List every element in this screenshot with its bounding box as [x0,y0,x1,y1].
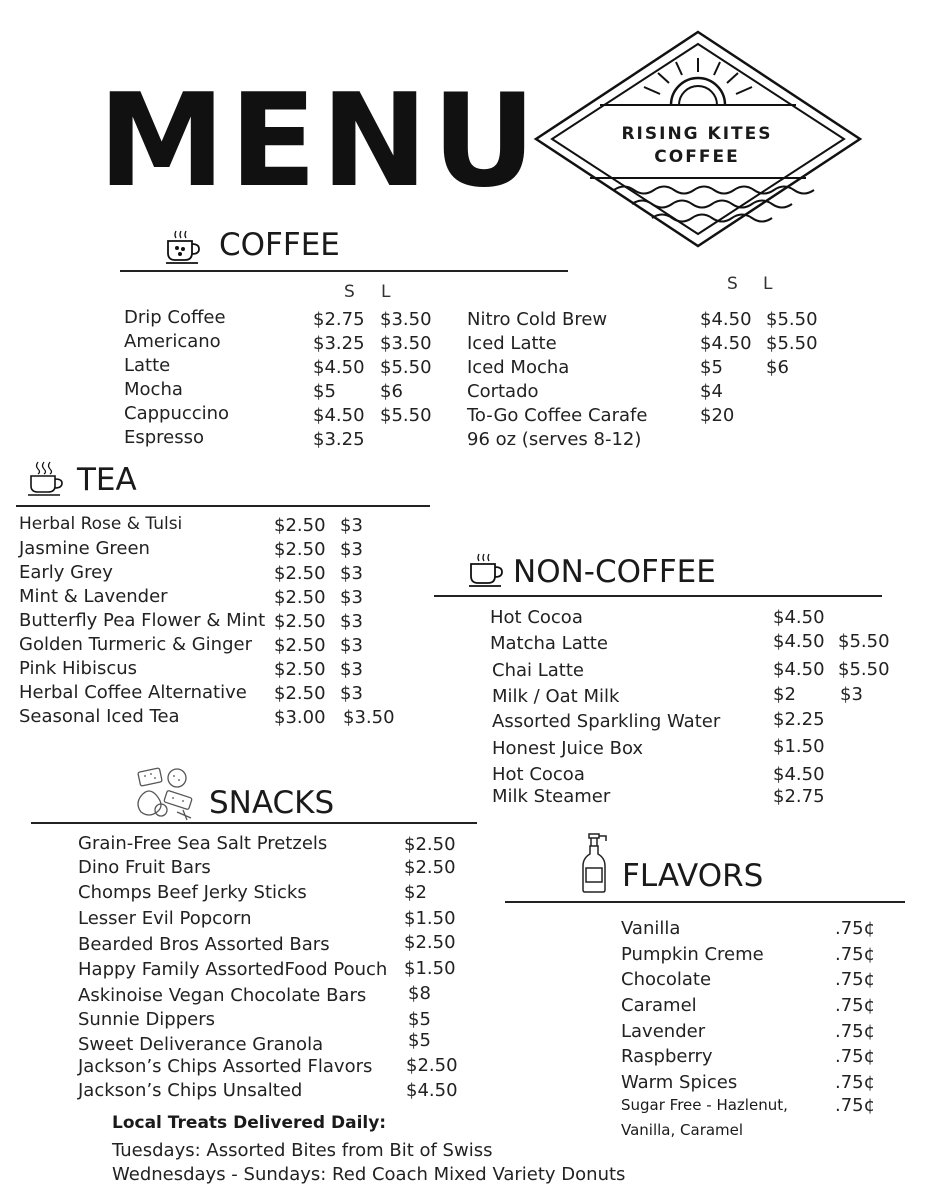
menu-item-name: To-Go Coffee Carafe [467,405,648,426]
menu-item-price-l: $3 [340,683,363,704]
menu-item-price: .75¢ [835,1072,876,1093]
menu-item-price: $1.50 [404,958,456,979]
menu-item-name: Cappuccino [124,403,230,424]
menu-item-name: Sunnie Dippers [78,1009,216,1030]
menu-item-name: Hot Cocoa [490,607,583,628]
non-coffee-heading: NON-COFFEE [513,554,716,590]
menu-item-name: Latte [124,355,171,376]
menu-item-name: Grain-Free Sea Salt Pretzels [78,833,328,854]
menu-item-price-s: $4.50 [313,405,365,426]
menu-item-name: Pink Hibiscus [19,658,138,679]
menu-item-price: $2 [404,882,427,903]
menu-item-name: Golden Turmeric & Ginger [19,634,252,655]
menu-item-price-l: $3 [340,515,363,536]
menu-item-name: Espresso [124,427,205,448]
tea-cup-icon [28,459,66,497]
snacks-divider [31,822,477,824]
menu-item-name: Raspberry [621,1046,713,1067]
menu-item-name: Matcha Latte [490,633,608,654]
snacks-icon [133,766,199,822]
menu-item-price-s: $4.50 [773,607,825,628]
menu-item-price: .75¢ [835,944,876,965]
menu-item-price-s: $4.50 [700,333,752,354]
coffee-size-l-header-right: L [763,274,773,294]
mug-icon [469,552,507,588]
menu-item-price-l: $6 [766,357,789,378]
page-title: MENU [98,67,540,216]
menu-item-price: $8 [408,983,431,1004]
menu-item-price: .75¢ [835,1095,876,1116]
menu-item-price-s: $2.50 [274,587,326,608]
local-treats-heading: Local Treats Delivered Daily: [112,1113,387,1133]
flavors-divider [505,901,905,903]
menu-item-price-s: $4.50 [773,631,825,652]
menu-item-price: .75¢ [835,918,876,939]
menu-item-price-s: $1.50 [773,736,825,757]
menu-item-price-l: $5.50 [766,333,818,354]
menu-item-price-s: $2.75 [773,786,825,807]
menu-item-price-s: $2.50 [274,659,326,680]
menu-item-price-s: $2.50 [274,611,326,632]
menu-item-price-l: $3 [340,659,363,680]
menu-item-price-s: $2.50 [274,539,326,560]
local-treats-line: Wednesdays - Sundays: Red Coach Mixed Variety Donuts [112,1164,626,1185]
menu-item-price-s: $4 [700,381,723,402]
menu-item-price: $2.50 [404,857,456,878]
snacks-heading: SNACKS [209,785,335,821]
menu-item-name: Seasonal Iced Tea [19,706,180,727]
menu-item-name: Bearded Bros Assorted Bars [78,934,330,955]
menu-item-price-s: $20 [700,405,735,426]
menu-item-price: $4.50 [406,1080,458,1101]
coffee-size-l-header: L [381,282,391,302]
menu-item-name: Mint & Lavender [19,586,168,607]
menu-item-name: Warm Spices [621,1072,738,1093]
menu-item-price-s: $3.00 [274,707,326,728]
menu-item-price-l: $3 [840,684,863,705]
menu-item-price: .75¢ [835,995,876,1016]
menu-item-name: Nitro Cold Brew [467,309,608,330]
menu-item-price-s: $2.50 [274,635,326,656]
menu-item-price-l: $3 [340,539,363,560]
menu-item-name: Americano [124,331,221,352]
menu-item-price-l: $5.50 [838,659,890,680]
coffee-heading: COFFEE [219,227,340,263]
menu-item-name: Sweet Deliverance Granola [78,1034,324,1055]
menu-item-name: Early Grey [19,562,113,583]
menu-item-price-l: $5.50 [380,357,432,378]
menu-item-price-s: $3.25 [313,333,365,354]
menu-item-name: Chomps Beef Jerky Sticks [78,882,307,903]
menu-item-name: Vanilla [621,918,681,939]
tea-heading: TEA [77,462,137,498]
menu-item-price: $2.50 [404,834,456,855]
menu-item-name: Chai Latte [492,660,584,681]
menu-item-price-l: $3 [340,587,363,608]
menu-item-name: Jackson’s Chips Assorted Flavors [78,1056,373,1077]
local-treats-line: Tuesdays: Assorted Bites from Bit of Swiss [112,1140,493,1161]
menu-item-name: Happy Family AssortedFood Pouch [78,959,388,980]
coffee-size-s-header-right: S [727,274,738,294]
menu-item-name: Caramel [621,995,697,1016]
menu-item-price-s: $4.50 [773,659,825,680]
menu-item-name: Hot Cocoa [492,764,585,785]
menu-item-name: Herbal Rose & Tulsi [19,514,183,534]
menu-item-price-s: $2.50 [274,683,326,704]
menu-item-price-l: $3.50 [380,309,432,330]
menu-item-name: Chocolate [621,969,712,990]
coffee-divider [120,270,568,272]
menu-item-name: Herbal Coffee Alternative [19,682,247,703]
menu-item-price-s: $4.50 [773,764,825,785]
menu-item-name: Jasmine Green [19,538,150,559]
menu-item-name: Butterfly Pea Flower & Mint [19,610,266,631]
menu-item-name: Cortado [467,381,539,402]
logo-name-line1: RISING KITES [621,124,773,144]
menu-item-price: $5 [408,1030,431,1051]
menu-item-price-l: $5.50 [838,631,890,652]
menu-item-price-l: $6 [380,381,403,402]
syrup-bottle-icon [580,832,608,894]
menu-item-price-l: $3.50 [343,707,395,728]
tea-divider [16,505,430,507]
menu-item-price-s: $2.25 [773,709,825,730]
menu-item-price: $2.50 [404,932,456,953]
menu-item-name: Pumpkin Creme [621,944,764,965]
menu-item-name: Drip Coffee [124,307,226,328]
menu-item-price-s: $2.50 [274,563,326,584]
coffee-cup-icon [166,229,204,265]
menu-item-price: .75¢ [835,969,876,990]
non-coffee-divider [434,595,882,597]
logo-name-line2: COFFEE [654,147,740,167]
menu-item-price-l: $3 [340,635,363,656]
menu-item-price: .75¢ [835,1021,876,1042]
menu-item-price-s: $2 [773,684,796,705]
menu-item-name: Dino Fruit Bars [78,857,211,878]
menu-item-name: Mocha [124,379,183,400]
menu-item-name: Lesser Evil Popcorn [78,908,252,929]
menu-item-name: Milk Steamer [492,786,611,807]
menu-item-name: Milk / Oat Milk [492,686,620,707]
menu-item-price-l: $5.50 [766,309,818,330]
menu-item-price-s: $3.25 [313,429,365,450]
menu-item-price-s: $2.75 [313,309,365,330]
menu-item-price-l: $3 [340,563,363,584]
menu-item-name: Iced Latte [467,333,557,354]
menu-item-price-s: $5 [313,381,336,402]
menu-item-price: $2.50 [406,1055,458,1076]
sugar-free-line: Sugar Free - Hazlenut, [621,1096,788,1114]
menu-item-price-l: $3.50 [380,333,432,354]
menu-item-price: .75¢ [835,1046,876,1067]
sugar-free-line: Vanilla, Caramel [621,1121,744,1139]
menu-item-name: Assorted Sparkling Water [492,711,721,732]
coffee-size-s-header: S [344,282,355,302]
menu-item-price-l: $3 [340,611,363,632]
menu-item-price-s: $4.50 [313,357,365,378]
menu-item-price-s: $4.50 [700,309,752,330]
menu-item-name: Askinoise Vegan Chocolate Bars [78,985,367,1006]
menu-item-price-s: $2.50 [274,515,326,536]
menu-item-name: Lavender [621,1021,706,1042]
menu-item-name: Jackson’s Chips Unsalted [78,1080,303,1101]
menu-item-price: $5 [408,1009,431,1030]
menu-item-price-s: $5 [700,357,723,378]
menu-item-name: Honest Juice Box [492,738,644,759]
flavors-heading: FLAVORS [622,858,764,894]
menu-item-name: Iced Mocha [467,357,570,378]
menu-item-price: $1.50 [404,908,456,929]
menu-item-note: 96 oz (serves 8-12) [467,429,642,450]
menu-item-price-l: $5.50 [380,405,432,426]
